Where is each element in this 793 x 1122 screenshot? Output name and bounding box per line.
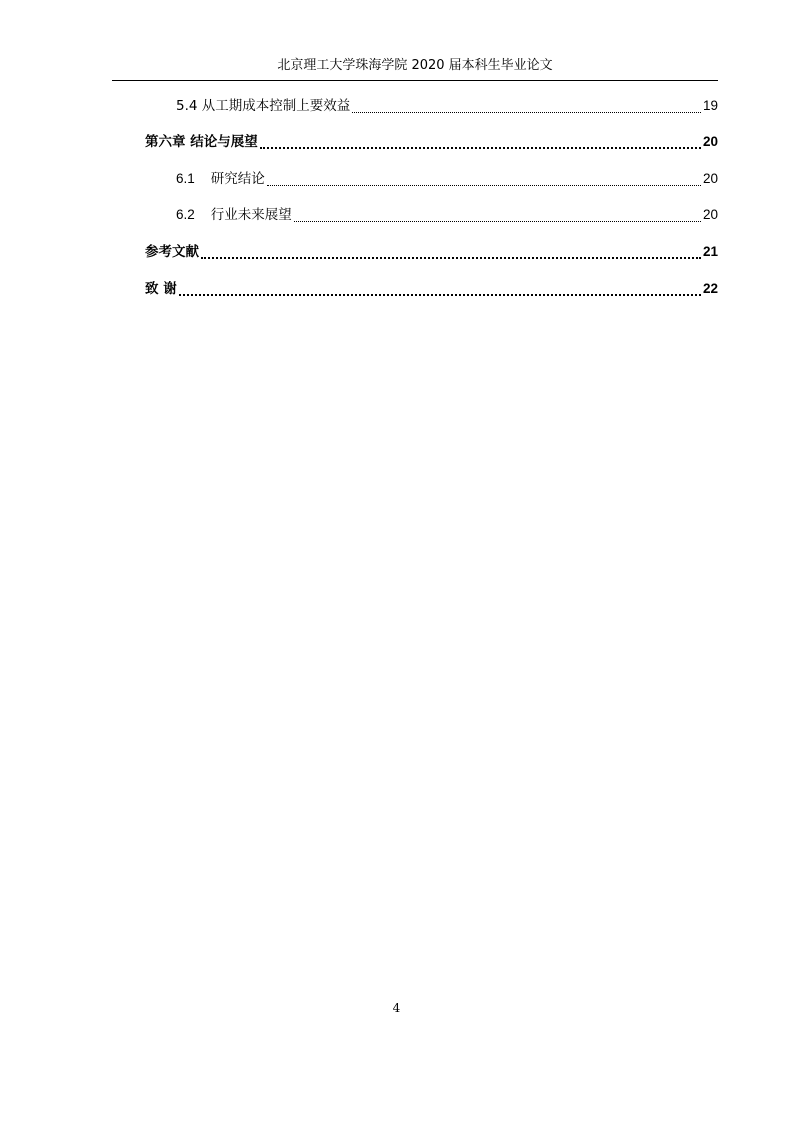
toc-leader-dots bbox=[294, 221, 701, 222]
toc-leader-dots bbox=[260, 147, 701, 149]
toc-entry-6-1[interactable] bbox=[176, 170, 718, 188]
toc-entry-chapter-6[interactable] bbox=[145, 133, 718, 151]
running-header: 北京理工大学珠海学院 2020 届本科生毕业论文 bbox=[277, 58, 553, 73]
toc-entry-6-2[interactable] bbox=[176, 206, 718, 224]
toc-section-number: 6.2 bbox=[176, 207, 195, 222]
toc-leader-dots bbox=[179, 294, 701, 296]
toc-entry-label: 行业未来展望 bbox=[210, 207, 292, 223]
toc-page-number: 19 bbox=[702, 98, 718, 113]
toc-page-number: 20 bbox=[702, 171, 718, 186]
page-number: 4 bbox=[392, 1001, 401, 1015]
toc-entry-label: 5.4 从工期成本控制上要效益 bbox=[176, 98, 351, 114]
toc-section-number: 6.1 bbox=[176, 171, 195, 186]
toc-leader-dots bbox=[267, 185, 701, 186]
toc-page-number: 22 bbox=[702, 281, 718, 296]
toc-entry-label: 参考文献 bbox=[145, 244, 199, 260]
toc-entry-label: 致 谢 bbox=[145, 281, 177, 297]
toc-entry-label: 第六章 结论与展望 bbox=[145, 134, 258, 150]
toc-entry-references[interactable] bbox=[145, 243, 718, 261]
toc-page-number: 20 bbox=[702, 134, 718, 149]
toc-entry-5-4[interactable] bbox=[176, 97, 718, 115]
header-divider bbox=[112, 80, 718, 81]
toc-leader-dots bbox=[352, 112, 701, 113]
toc-entry-label: 研究结论 bbox=[210, 171, 265, 187]
toc-page-number: 20 bbox=[702, 207, 718, 222]
toc-leader-dots bbox=[201, 257, 701, 259]
toc-entry-acknowledgements[interactable] bbox=[145, 280, 718, 298]
toc-page-number: 21 bbox=[702, 244, 718, 259]
